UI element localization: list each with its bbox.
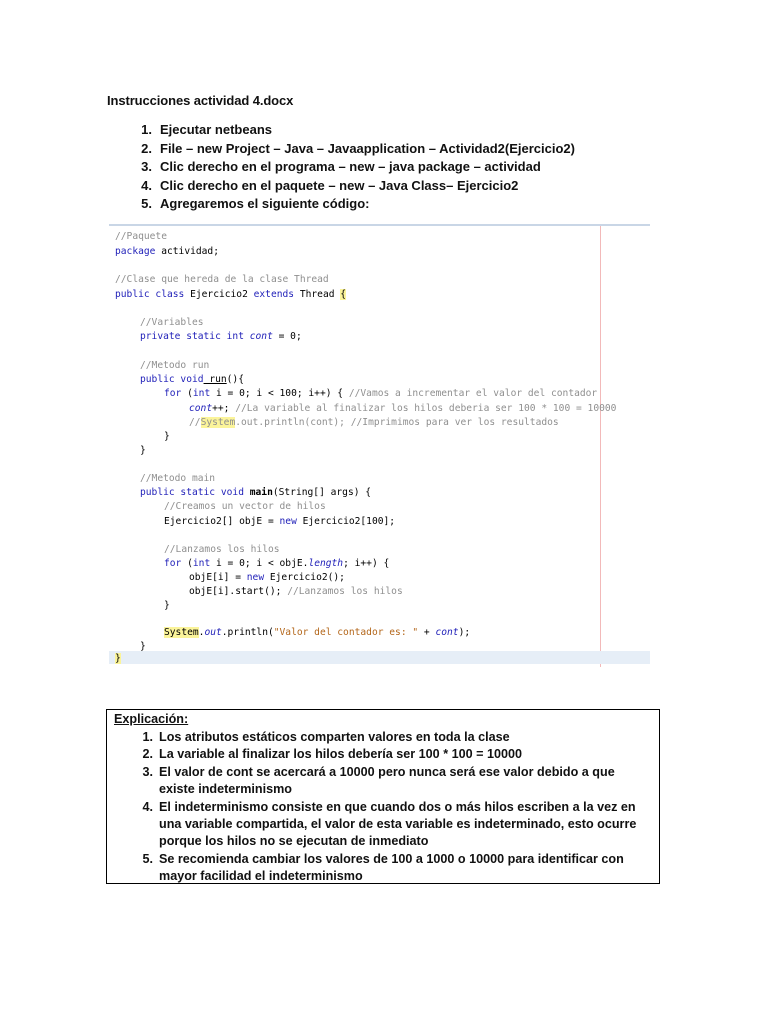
code-line: //Paquete bbox=[115, 231, 167, 242]
code-line: } bbox=[164, 600, 170, 611]
explanation-title: Explicación: bbox=[114, 712, 189, 726]
editor-margin-line bbox=[600, 226, 601, 667]
list-item: 1. Los atributos estáticos comparten valores en toda la clase bbox=[142, 730, 510, 744]
code-line: for (int i = 0; i < objE.length; i++) { bbox=[164, 558, 390, 569]
code-line: private static int cont = 0; bbox=[140, 331, 302, 342]
code-screenshot bbox=[109, 224, 650, 667]
code-line: package actividad; bbox=[115, 246, 219, 257]
steps-list bbox=[107, 121, 575, 214]
code-line: objE[i] = new Ejercicio2(); bbox=[189, 572, 345, 583]
list-item: 5. Se recomienda cambiar los valores de 100 a 1000 o 10000 para identificar con mayor facilidad el indeterminismo bbox=[142, 851, 624, 884]
explanation-list bbox=[107, 729, 657, 886]
code-line: //Variables bbox=[140, 317, 204, 328]
current-line-highlight bbox=[109, 651, 650, 664]
list-item: 5. Agregaremos el siguiente código: bbox=[141, 196, 370, 211]
code-line: //Lanzamos los hilos bbox=[164, 544, 280, 555]
code-line: public void run(){ bbox=[140, 374, 244, 385]
list-item: 1. Ejecutar netbeans bbox=[141, 122, 272, 137]
document-title: Instrucciones actividad 4.docx bbox=[107, 93, 294, 108]
list-item: 3. El valor de cont se acercará a 10000 pero nunca será ese valor debido a que existe indeterminismo bbox=[142, 764, 615, 797]
code-line: } bbox=[115, 653, 121, 664]
code-line: public static void main(String[] args) { bbox=[140, 487, 372, 498]
code-line: } bbox=[164, 431, 170, 442]
code-line: //Creamos un vector de hilos bbox=[164, 501, 326, 512]
code-line: System.out.println("Valor del contador es: " + cont); bbox=[164, 627, 471, 638]
list-item: 2. La variable al finalizar los hilos debería ser 100 * 100 = 10000 bbox=[142, 747, 522, 762]
list-item: 3. Clic derecho en el programa – new – java package – actividad bbox=[141, 159, 541, 174]
code-line: //System.out.println(cont); //Imprimimos para ver los resultados bbox=[189, 417, 559, 428]
code-line: //Clase que hereda de la clase Thread bbox=[115, 274, 329, 285]
list-item: 2. File – new Project – Java – Javaapplication – Actividad2(Ejercicio2) bbox=[141, 140, 575, 156]
code-line: //Metodo main bbox=[140, 473, 216, 484]
code-line: } bbox=[140, 445, 146, 456]
code-line: Ejercicio2[] objE = new Ejercicio2[100]; bbox=[164, 516, 396, 527]
code-line: } bbox=[140, 641, 146, 652]
code-line: for (int i = 0; i < 100; i++) { //Vamos a incrementar el valor del contador bbox=[164, 388, 598, 399]
code-line: //Metodo run bbox=[140, 360, 210, 371]
code-line: cont++; //La variable al finalizar los hilos deberia ser 100 * 100 = 10000 bbox=[189, 403, 617, 414]
list-item: 4. El indeterminismo consiste en que cuando dos o más hilos escriben a la vez en una variable compartida, el valor de esta variable es indeterminado, esto ocurre porque los hilos no se ejecutan de inmediato bbox=[142, 799, 637, 849]
list-item: 4. Clic derecho en el paquete – new – Java Class– Ejercicio2 bbox=[141, 177, 519, 193]
code-line: objE[i].start(); //Lanzamos los hilos bbox=[189, 586, 403, 597]
explanation-box bbox=[106, 709, 660, 884]
code-line: public class Ejercicio2 extends Thread { bbox=[115, 289, 347, 300]
